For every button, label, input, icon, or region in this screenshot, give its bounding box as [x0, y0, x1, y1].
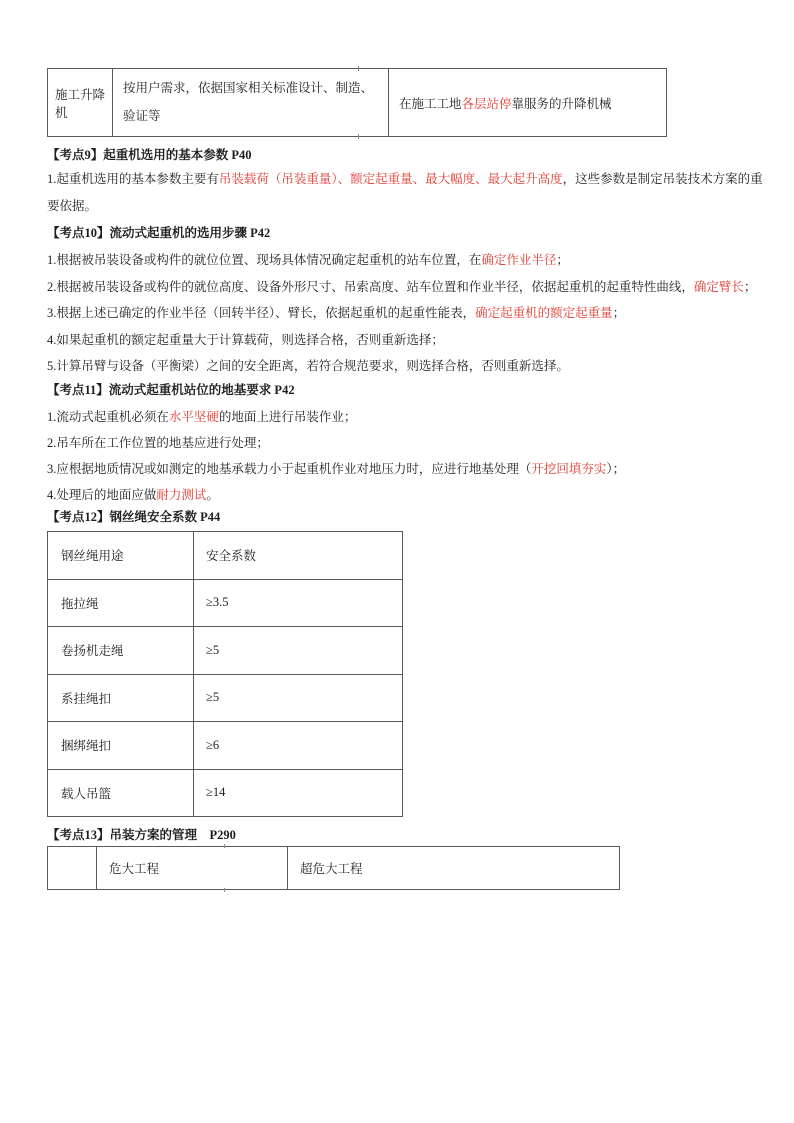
kp9-paragraph-line1 [47, 170, 763, 188]
kp11-item-2: 2.吊车所在工作位置的地基应进行处理； [47, 436, 269, 450]
dangerous-project-cell: 危大工程 [97, 847, 288, 889]
kp12-heading: 【考点12】钢丝绳安全系数 P44 [47, 510, 221, 524]
table-row [48, 579, 402, 627]
text-segment-red: 耐力测试 [156, 488, 207, 502]
text-segment: ）； [606, 462, 626, 476]
definition-line: 验证等 [123, 109, 161, 123]
rope-use-cell: 捆绑绳扣 [48, 722, 194, 769]
table-row [48, 674, 402, 722]
text-segment-red: 确定臂长 [693, 280, 744, 294]
kp11-item-1 [47, 408, 757, 426]
kp11-heading: 【考点11】流动式起重机站位的地基要求 P42 [47, 383, 295, 397]
equipment-definition-cell [113, 69, 389, 136]
equipment-feature-cell [389, 69, 666, 136]
text-segment-red: 确定作业半径 [481, 253, 557, 267]
empty-corner-cell [48, 847, 97, 889]
text-segment: 在施工工地 [399, 96, 462, 111]
kp9-paragraph-line2: 要依据。 [47, 199, 98, 213]
text-segment: 的地面上进行吊装作业； [218, 410, 357, 424]
table-grid-tick [224, 888, 225, 892]
safety-factor-cell: ≥5 [206, 642, 220, 657]
kp10-item-4: 4.如果起重机的额定起重量大于计算载荷，则选择合格，否则重新选择； [47, 333, 444, 347]
safety-factor-cell: ≥5 [206, 690, 220, 705]
table-grid-tick [358, 66, 359, 71]
kp9-heading: 【考点9】起重机选用的基本参数 P40 [47, 148, 252, 162]
table-row [48, 532, 402, 579]
rope-use-cell: 系挂绳扣 [48, 675, 194, 722]
kp13-heading: 【考点13】吊装方案的管理 P290 [47, 828, 236, 842]
equipment-table [47, 68, 667, 137]
text-segment: 3.根据上述已确定的作业半径（回转半径）、臂长，依据起重机的起重性能表， [47, 306, 476, 320]
kp10-heading: 【考点10】流动式起重机的选用步骤 P42 [47, 226, 271, 240]
text-segment-red: 吊装载荷（吊装重量）、额定起重量、最大幅度、最大起升高度 [218, 172, 563, 186]
table-row [48, 721, 402, 769]
text-segment: 1.起重机选用的基本参数主要有 [47, 172, 219, 186]
text-segment: 1.根据被吊装设备或构件的就位位置、现场具体情况确定起重机的站车位置，在 [47, 253, 482, 267]
rope-use-cell: 卷扬机走绳 [48, 627, 194, 674]
feature-text [399, 94, 612, 112]
definition-line: 按用户需求，依据国家相关标准设计、制造、 [123, 81, 374, 95]
rope-use-cell: 拖拉绳 [48, 580, 194, 627]
equipment-name: 施工升降机 [55, 87, 106, 120]
text-segment-red: 开挖回填夯实 [531, 462, 607, 476]
text-segment: 1.流动式起重机必须在 [47, 410, 169, 424]
table-row [48, 626, 402, 674]
text-segment: 靠服务的升降机械 [511, 96, 612, 111]
text-segment: 3.应根据地质情况或如测定的地基承载力小于起重机作业对地压力时，应进行地基处理（ [47, 462, 532, 476]
super-dangerous-project-cell: 超危大工程 [300, 862, 363, 876]
table-grid-tick [358, 134, 359, 139]
text-segment: ，这些参数是制定吊装技术方案的重 [562, 172, 763, 186]
table-row [48, 769, 402, 817]
kp10-item-2 [47, 278, 757, 296]
table-header-cell: 钢丝绳用途 [48, 532, 194, 579]
kp10-item-3 [47, 304, 757, 322]
text-segment: ； [743, 280, 757, 294]
text-segment: 。 [206, 488, 219, 502]
kp11-item-4 [47, 486, 757, 504]
safety-factor-cell: ≥3.5 [206, 595, 229, 610]
text-segment: 2.根据被吊装设备或构件的就位高度、设备外形尺寸、吊索高度、站车位置和作业半径，依据起重机的起重特性曲线， [47, 280, 694, 294]
safety-factor-cell: ≥6 [206, 737, 220, 752]
text-segment-red: 各层站停 [461, 96, 512, 111]
kp11-item-3 [47, 460, 757, 478]
management-table [47, 846, 620, 890]
rope-use-cell: 载人吊篮 [48, 770, 194, 817]
equipment-name-cell [48, 69, 113, 136]
table-header-cell: 安全系数 [206, 549, 257, 564]
text-segment-red: 水平坚硬 [168, 410, 219, 424]
safety-factor-cell: ≥14 [206, 785, 226, 800]
text-segment-red: 确定起重机的额定起重量 [475, 306, 613, 320]
kp10-item-5: 5.计算吊臂与设备（平衡梁）之间的安全距离，若符合规范要求，则选择合格，否则重新选择。 [47, 359, 569, 373]
safety-factor-table [47, 531, 403, 817]
text-segment: ； [556, 253, 569, 267]
table-grid-tick [224, 844, 225, 848]
text-segment: 4.处理后的地面应做 [47, 488, 157, 502]
kp10-item-1 [47, 251, 757, 269]
text-segment: ； [612, 306, 626, 320]
